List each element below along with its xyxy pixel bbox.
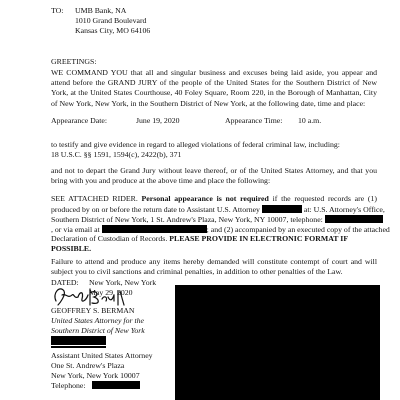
- appearance-date-label: Appearance Date:: [51, 116, 108, 125]
- rider-line-3-text: Southern District of New York, 1 St. Andrew's Plaza, New York, NY 10007, telephone:: [51, 215, 323, 224]
- rider-line-1: [51, 195, 377, 203]
- dated-date: May 29, 2020: [89, 288, 133, 297]
- dated-place: New York, New York: [89, 278, 157, 287]
- ausa-title: Assistant United States Attorney: [51, 351, 153, 360]
- redaction-bar: [102, 225, 207, 233]
- rider-line-5: [51, 235, 348, 243]
- rider-line-4-end: ; and (2) accompanied by an executed copy of the attached: [206, 225, 390, 234]
- signer-title-line-1: United States Attorney for the: [51, 316, 144, 325]
- redaction-block: [51, 336, 106, 345]
- testify-line: to testify and give evidence in regard to alleged violations of federal criminal law, including:: [51, 140, 340, 149]
- rider-line-1-tail: if the requested records are (1): [272, 194, 377, 203]
- to-label: TO:: [51, 6, 64, 15]
- rider-line-4: [51, 225, 390, 234]
- rider-line-2: [51, 205, 385, 214]
- greetings-heading: GREETINGS:: [51, 57, 97, 66]
- signer-name: GEOFFREY S. BERMAN: [51, 306, 135, 315]
- ausa-address-1: One St. Andrew's Plaza: [51, 361, 125, 370]
- statutes-line: 18 U.S.C. §§ 1591, 1594(c), 2422(b), 371: [51, 150, 182, 159]
- addressee-line-2: 1010 Grand Boulevard: [75, 16, 147, 25]
- command-paragraph: WE COMMAND YOU that all and singular business and excuses being laid aside, you appear and attend before the GRAND JURY of the people of the United States for the Southern District of New York, at the United States Courthouse, 40 Foley Square, Room 220, in the Borough of Manhattan, City of New York, New York, in the Southern District of New York, at the following date, time and place:: [51, 68, 377, 108]
- redaction-block-large: [175, 285, 380, 400]
- ausa-phone-label: Telephone:: [51, 381, 86, 390]
- rider-line-3: [51, 215, 383, 224]
- ausa-address-2: New York, New York 10007: [51, 371, 140, 380]
- redaction-bar: [262, 205, 302, 213]
- dated-label: DATED:: [51, 278, 79, 287]
- appearance-date-value: June 19, 2020: [136, 116, 180, 125]
- rider-electronic-format: PLEASE PROVIDE IN ELECTRONIC FORMAT IF: [169, 234, 349, 243]
- redaction-bar: [325, 215, 383, 223]
- failure-paragraph: Failure to attend and produce any items hereby demanded will constitute contempt of court and will subject you to civil sanctions and criminal penalties, in addition to other penalties of the Law.: [51, 257, 377, 277]
- rider-line-5-start: Declaration of Custodian of Records.: [51, 234, 168, 243]
- appearance-time-label: Appearance Time:: [225, 116, 283, 125]
- rider-line-4-start: , or via email at: [51, 225, 100, 234]
- rider-not-required: Personal appearance is not required: [141, 194, 269, 203]
- rider-line-2-end: at: U.S. Attorney's Office,: [303, 205, 385, 214]
- appearance-time-value: 10 a.m.: [298, 116, 322, 125]
- rider-see-attached: SEE ATTACHED RIDER.: [51, 194, 138, 203]
- depart-paragraph: and not to depart the Grand Jury without leave thereof, or of the United States Attorney, and that you bring with you and produce at the above time and place the following:: [51, 166, 377, 186]
- signer-title-line-2: Southern District of New York: [51, 326, 145, 335]
- rider-line-2-start: produced by on or before the return date to Assistant U.S. Attorney: [51, 205, 260, 214]
- redaction-block: [51, 346, 106, 348]
- addressee-line-3: Kansas City, MO 64106: [75, 26, 151, 35]
- rider-line-6: POSSIBLE.: [51, 244, 92, 253]
- addressee-line-1: UMB Bank, NA: [75, 6, 127, 15]
- redaction-block: [92, 381, 140, 389]
